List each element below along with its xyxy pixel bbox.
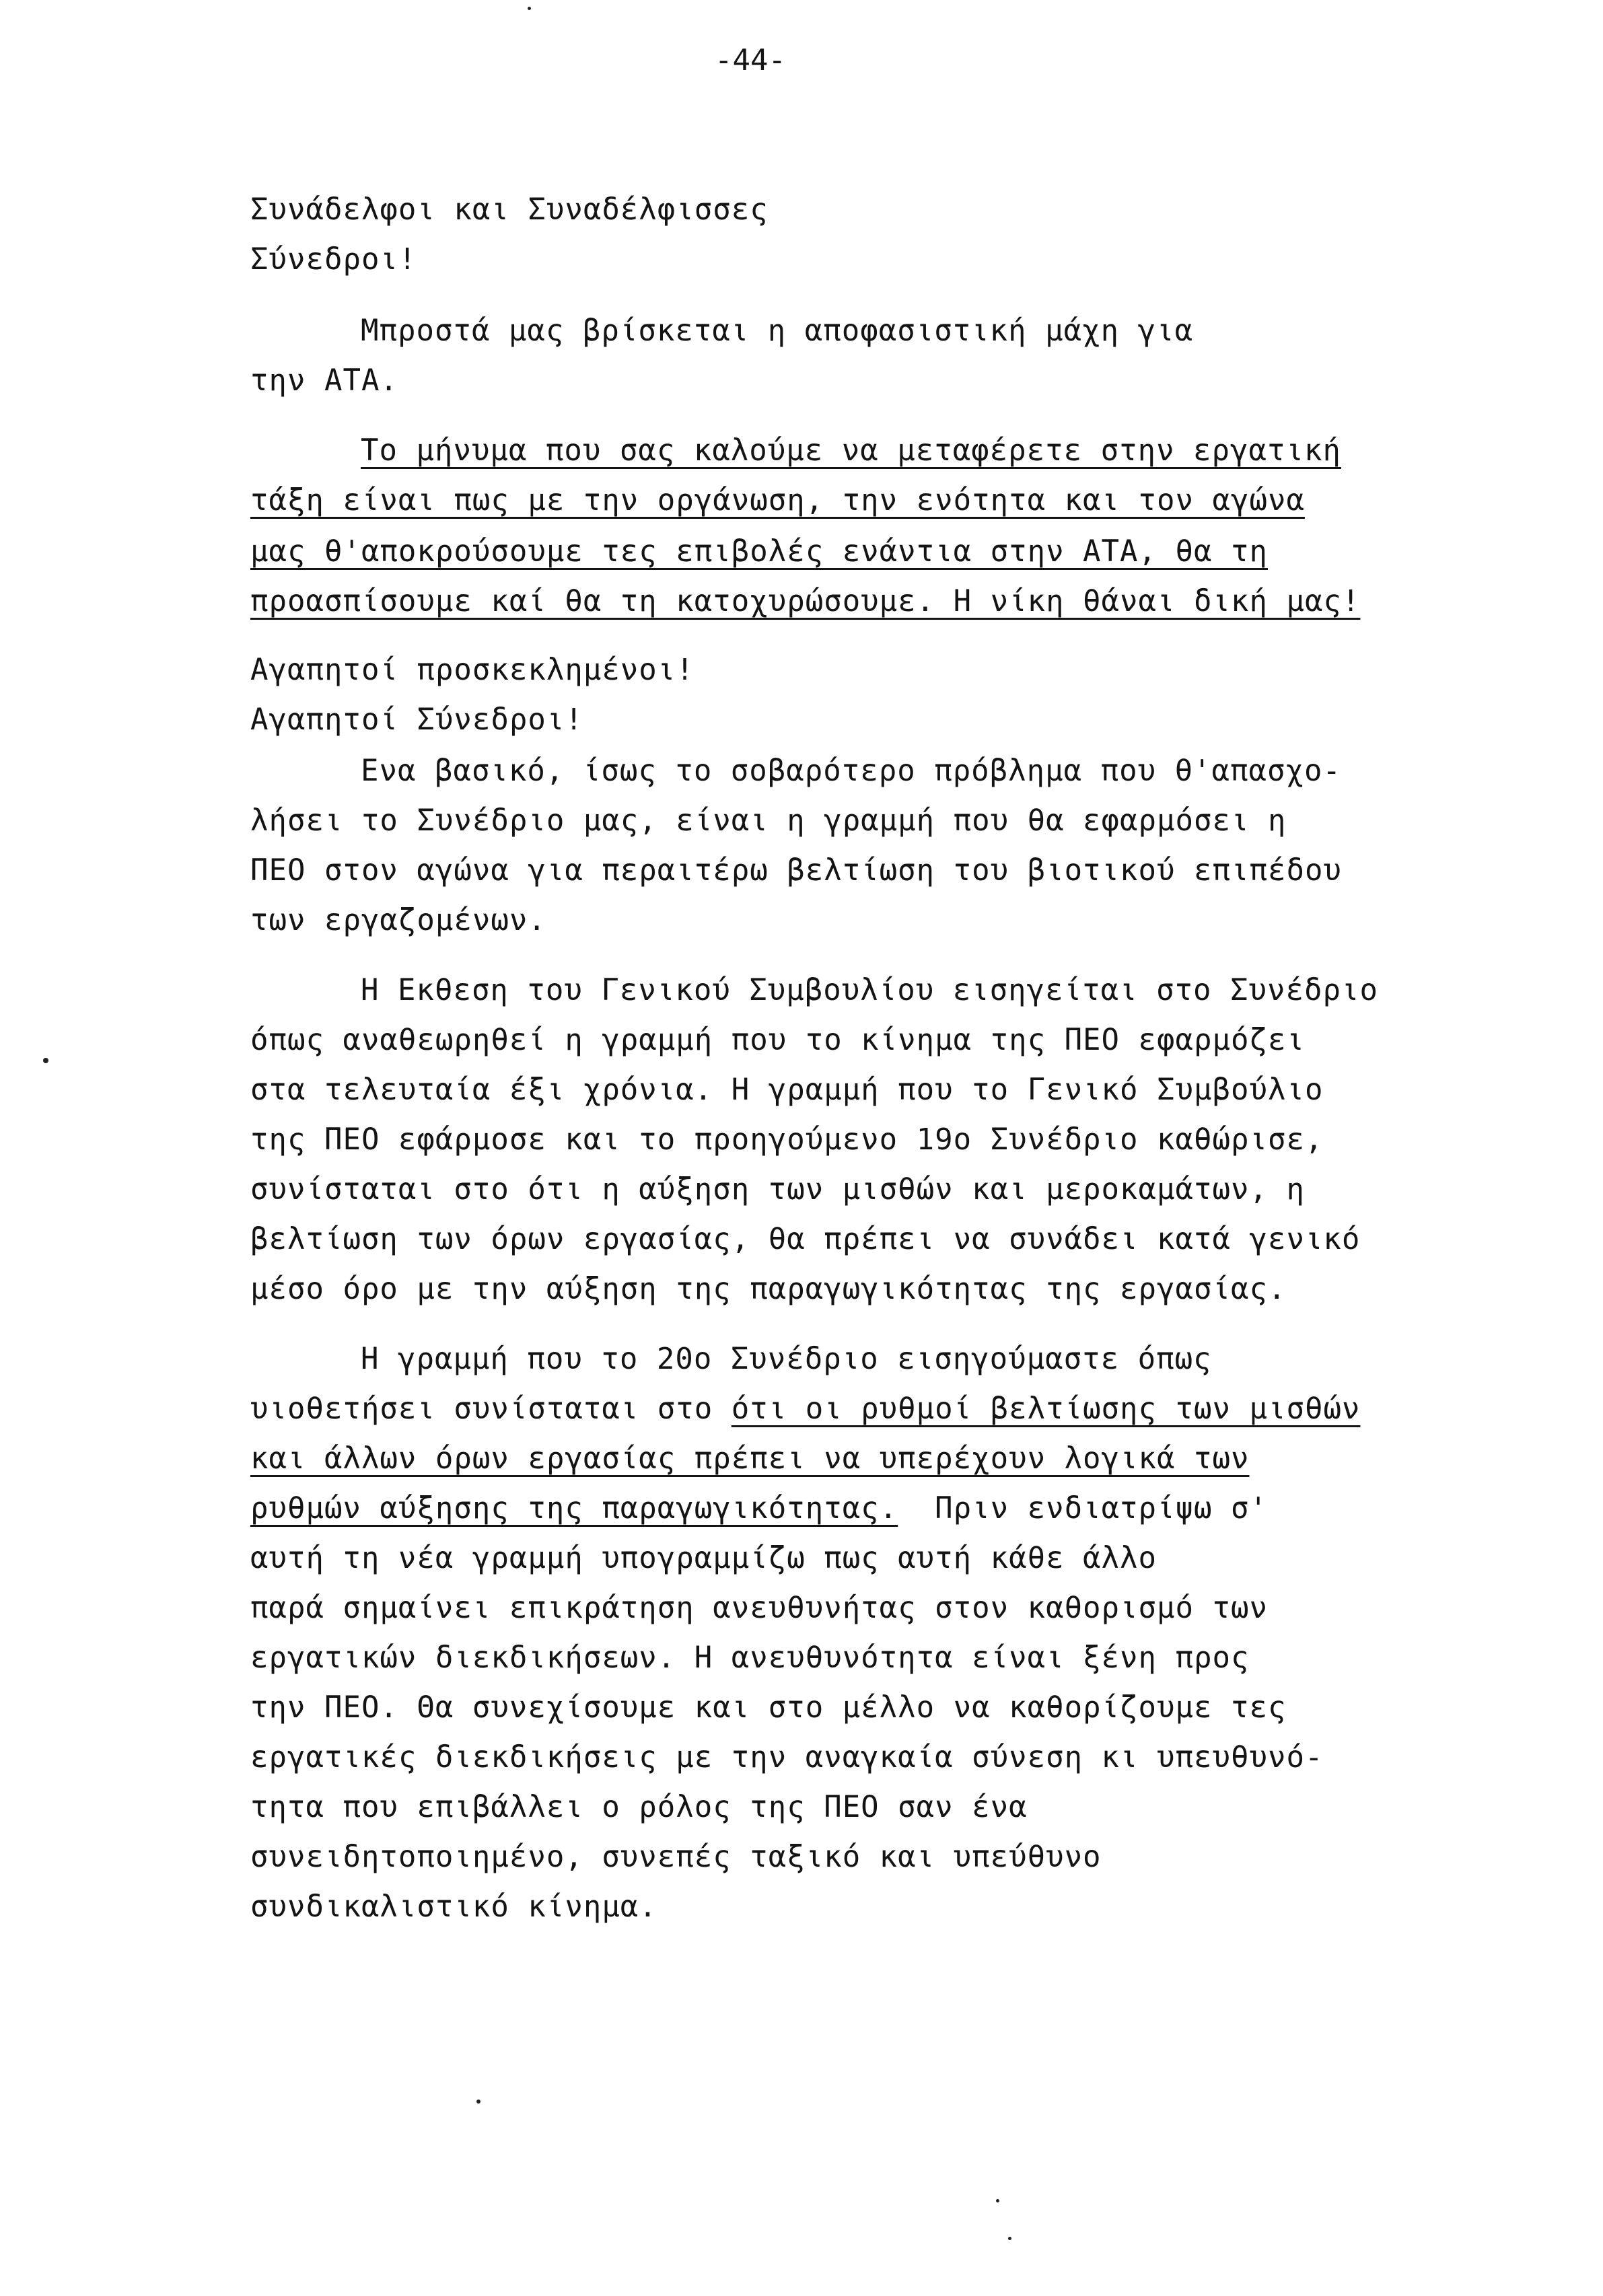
paragraph-4-line-8: την ΠΕΟ. Θα συνεχίσουμε και στο μέλλο να καθορίζουμε τες bbox=[250, 1690, 1287, 1725]
paragraph-1-line-2: την ΑΤΑ. bbox=[250, 363, 398, 398]
underlined-message-line-4: προασπίσουμε καί θα τη κατοχυρώσουμε. Η νίκη θάναι δική μας! bbox=[250, 584, 1361, 618]
paragraph-4-line-2 bbox=[250, 1389, 1360, 1429]
scan-speck bbox=[476, 2100, 480, 2104]
paragraph-4-line-3-underlined: και άλλων όρων εργασίας πρέπει να υπερέχουν λογικά των bbox=[250, 1441, 1250, 1476]
salutation-colleagues: Συνάδελφοι και Συναδέλφισσες bbox=[250, 192, 769, 227]
scan-speck bbox=[43, 1058, 48, 1063]
paragraph-2-line-4: των εργαζομένων. bbox=[250, 903, 546, 937]
paragraph-4-line-12: συνδικαλιστικό κίνημα. bbox=[250, 1890, 657, 1924]
paragraph-4-line-10: τητα που επιβάλλει ο ρόλος της ΠΕΟ σαν ένα bbox=[250, 1790, 1028, 1824]
paragraph-4-line-1: Η γραμμή που το 20ο Συνέδριο εισηγούμαστε όπως bbox=[361, 1342, 1212, 1376]
paragraph-4-line-6: παρά σημαίνει επικράτηση ανευθυνήτας στον καθορισμό των bbox=[250, 1591, 1268, 1625]
page-number: -44- bbox=[715, 43, 786, 77]
greeting-guests: Αγαπητοί προσκεκλημένοι! bbox=[250, 653, 694, 687]
paragraph-3-line-3: στα τελευταία έξι χρόνια. Η γραμμή που το Γενικό Συμβούλιο bbox=[250, 1073, 1324, 1107]
paragraph-4-line-4 bbox=[250, 1488, 1268, 1529]
paragraph-1-line-1: Μπροστά μας βρίσκεται η αποφασιστική μάχη για bbox=[361, 314, 1194, 348]
paragraph-3-line-5: συνίσταται στο ότι η αύξηση των μισθών και μεροκαμάτων, η bbox=[250, 1172, 1305, 1207]
paragraph-2-line-1: Ενα βασικό, ίσως το σοβαρότερο πρόβλημα που θ'απασχο- bbox=[361, 754, 1341, 788]
greeting-delegates: Αγαπητοί Σύνεδροι! bbox=[250, 703, 583, 737]
paragraph-3-line-1: Η Εκθεση του Γενικού Συμβουλίου εισηγείται στο Συνέδριο bbox=[361, 973, 1378, 1007]
paragraph-4-line-9: εργατικές διεκδικήσεις με την αναγκαία σύνεση κι υπευθυνό- bbox=[250, 1740, 1324, 1774]
paragraph-4-line-2-plain: υιοθετήσει συνίσταται στο bbox=[250, 1392, 732, 1426]
paragraph-3-line-6: βελτίωση των όρων εργασίας, θα πρέπει να συνάδει κατά γενικό bbox=[250, 1222, 1361, 1256]
paragraph-4-line-7: εργατικών διεκδικήσεων. Η ανευθυνότητα είναι ξένη προς bbox=[250, 1641, 1250, 1675]
paragraph-4-line-4-underlined: ρυθμών αύξησης της παραγωγικότητας. bbox=[250, 1491, 898, 1526]
paragraph-4-line-4-plain: Πριν ενδιατρίψω σ' bbox=[935, 1491, 1268, 1526]
underlined-message-line-2: τάξη είναι πως με την οργάνωση, την ενότητα και τον αγώνα bbox=[250, 483, 1305, 517]
scan-speck bbox=[528, 7, 531, 10]
scan-speck bbox=[996, 2199, 999, 2202]
paragraph-2-line-3: ΠΕΟ στον αγώνα για περαιτέρω βελτίωση του βιοτικού επιπέδου bbox=[250, 853, 1342, 888]
paragraph-2-line-2: λήσει το Συνέδριο μας, είναι η γραμμή που θα εφαρμόσει η bbox=[250, 803, 1287, 838]
paragraph-3-line-2: όπως αναθεωρηθεί η γραμμή που το κίνημα της ΠΕΟ εφαρμόζει bbox=[250, 1023, 1305, 1057]
paragraph-4-line-2-underlined: ότι οι ρυθμοί βελτίωσης των μισθών bbox=[731, 1392, 1361, 1426]
underlined-message-line-3: μας θ'αποκρούσουμε τες επιβολές ενάντια στην ΑΤΑ, θα τη bbox=[250, 534, 1268, 569]
paragraph-3-line-4: της ΠΕΟ εφάρμοσε και το προηγούμενο 19ο Συνέδριο καθώρισε, bbox=[250, 1122, 1324, 1157]
scan-speck bbox=[1008, 2237, 1011, 2240]
paragraph-3-line-7: μέσο όρο με την αύξηση της παραγωγικότητας της εργασίας. bbox=[250, 1272, 1287, 1306]
underlined-message-line-1: Το μήνυμα που σας καλούμε να μεταφέρετε στην εργατική bbox=[361, 433, 1341, 468]
paragraph-4-line-4-gap bbox=[898, 1491, 935, 1526]
paragraph-4-line-11: συνειδητοποιημένο, συνεπές ταξικό και υπεύθυνο bbox=[250, 1840, 1102, 1874]
salutation-delegates: Σύνεδροι! bbox=[250, 242, 417, 277]
paragraph-4-line-5: αυτή τη νέα γραμμή υπογραμμίζω πως αυτή κάθε άλλο bbox=[250, 1541, 1157, 1575]
